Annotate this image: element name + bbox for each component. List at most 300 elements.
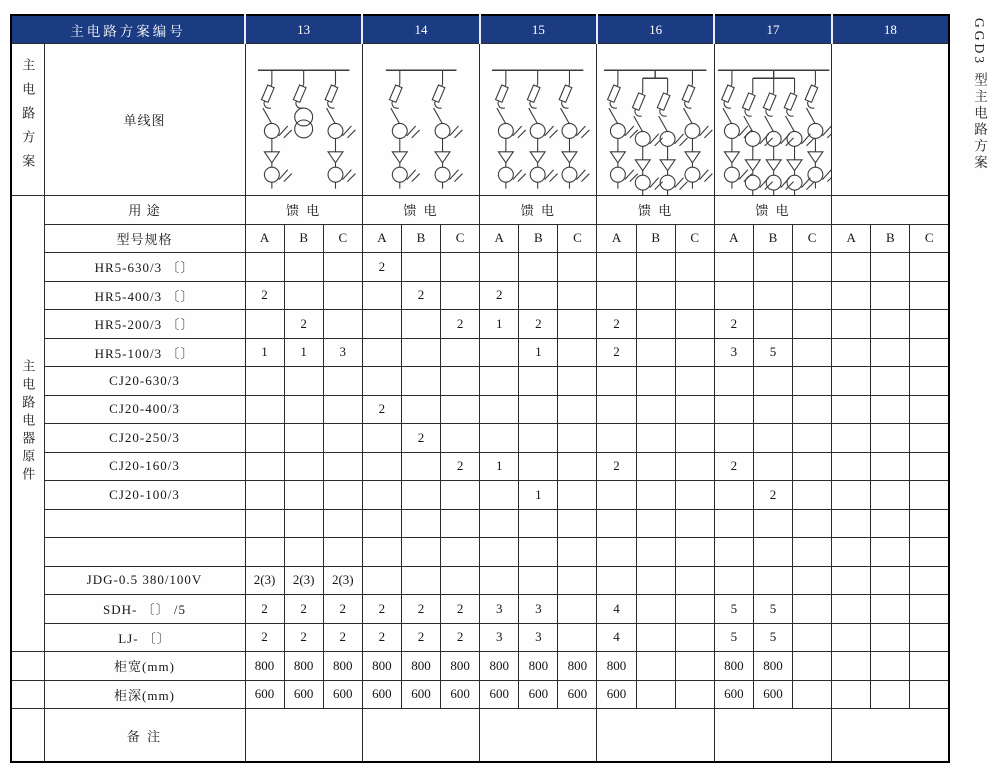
cabinet-width-row-value: 800 xyxy=(597,652,636,681)
usage-row xyxy=(11,196,949,225)
side-caption: GGD3 型主电路方案 xyxy=(972,18,987,172)
spec-col-header: A xyxy=(714,224,753,253)
component-value xyxy=(910,481,949,510)
component-value xyxy=(675,538,714,567)
component-value xyxy=(636,395,675,424)
component-value xyxy=(832,481,871,510)
component-value xyxy=(480,509,519,538)
component-value xyxy=(441,424,480,453)
component-value xyxy=(675,623,714,652)
scheme-number-13: 13 xyxy=(245,15,362,44)
sidebar-top-label: 主电路方案 xyxy=(20,57,36,178)
component-label: CJ20-250/3 xyxy=(44,424,245,453)
component-value xyxy=(871,338,910,367)
component-value xyxy=(323,424,362,453)
circuit-diagram-17 xyxy=(715,45,831,195)
component-value xyxy=(519,281,558,310)
component-value xyxy=(362,281,401,310)
component-value xyxy=(910,338,949,367)
component-value: 2 xyxy=(441,452,480,481)
component-value xyxy=(441,481,480,510)
component-value: 2 xyxy=(441,595,480,624)
component-value xyxy=(832,338,871,367)
component-value xyxy=(910,281,949,310)
component-value xyxy=(832,253,871,282)
component-value xyxy=(832,509,871,538)
cabinet-width-row-value: 800 xyxy=(362,652,401,681)
component-value xyxy=(675,395,714,424)
component-label: CJ20-160/3 xyxy=(44,452,245,481)
component-row xyxy=(11,538,949,567)
component-value xyxy=(675,509,714,538)
component-value xyxy=(558,481,597,510)
component-value xyxy=(558,623,597,652)
component-label: JDG-0.5 380/100V xyxy=(44,566,245,595)
remark-value-18 xyxy=(832,709,949,763)
component-value xyxy=(753,452,792,481)
cabinet-width-row-value xyxy=(832,652,871,681)
component-value xyxy=(284,509,323,538)
component-value: 1 xyxy=(284,338,323,367)
component-value xyxy=(245,395,284,424)
cabinet-depth-row-value xyxy=(793,680,832,709)
component-value xyxy=(284,452,323,481)
component-value xyxy=(362,481,401,510)
header-title: 主电路方案编号 xyxy=(11,15,245,44)
component-value xyxy=(362,452,401,481)
cabinet-depth-row-value xyxy=(871,680,910,709)
component-value xyxy=(793,395,832,424)
component-value xyxy=(597,566,636,595)
component-value xyxy=(401,338,440,367)
component-value: 2 xyxy=(284,310,323,339)
cabinet-depth-row-value: 600 xyxy=(597,680,636,709)
component-value xyxy=(793,310,832,339)
component-value xyxy=(832,538,871,567)
component-value xyxy=(480,367,519,396)
component-value: 5 xyxy=(753,623,792,652)
component-value: 1 xyxy=(245,338,284,367)
component-value xyxy=(401,566,440,595)
component-value xyxy=(714,509,753,538)
component-value xyxy=(793,481,832,510)
cabinet-width-row-value: 800 xyxy=(558,652,597,681)
component-value xyxy=(910,253,949,282)
component-value: 2 xyxy=(362,253,401,282)
sidebar-mid-label: 主电路电器原件 xyxy=(20,358,36,485)
component-value xyxy=(832,566,871,595)
scheme-number-16: 16 xyxy=(597,15,714,44)
component-value xyxy=(323,253,362,282)
component-value: 3 xyxy=(480,623,519,652)
component-value xyxy=(362,310,401,339)
cabinet-depth-row-value: 600 xyxy=(558,680,597,709)
component-label: CJ20-630/3 xyxy=(44,367,245,396)
component-value xyxy=(832,310,871,339)
component-value xyxy=(323,310,362,339)
component-value xyxy=(597,395,636,424)
cabinet-width-row-value: 800 xyxy=(480,652,519,681)
component-value: 2 xyxy=(323,623,362,652)
component-value: 3 xyxy=(323,338,362,367)
component-value xyxy=(323,509,362,538)
component-value: 5 xyxy=(753,595,792,624)
usage-row-label: 用 途 xyxy=(44,196,245,225)
cabinet-depth-row-value: 600 xyxy=(245,680,284,709)
component-value: 2 xyxy=(441,310,480,339)
table-body xyxy=(11,44,949,763)
component-value xyxy=(753,310,792,339)
component-value xyxy=(675,338,714,367)
spec-col-header: B xyxy=(636,224,675,253)
component-value: 2 xyxy=(753,481,792,510)
remark-row xyxy=(11,709,949,763)
component-value xyxy=(480,424,519,453)
component-value xyxy=(871,424,910,453)
spec-col-header: A xyxy=(245,224,284,253)
component-value xyxy=(480,338,519,367)
component-value xyxy=(558,281,597,310)
cabinet-width-row-value xyxy=(910,652,949,681)
component-value xyxy=(401,509,440,538)
component-value: 3 xyxy=(480,595,519,624)
component-value xyxy=(636,281,675,310)
spec-col-header: C xyxy=(441,224,480,253)
component-value xyxy=(245,310,284,339)
component-value xyxy=(519,538,558,567)
component-value: 2 xyxy=(284,623,323,652)
component-row xyxy=(11,395,949,424)
sidebar-empty-cell xyxy=(11,709,44,763)
component-value xyxy=(245,481,284,510)
cabinet-width-row-value: 800 xyxy=(441,652,480,681)
component-value: 2 xyxy=(519,310,558,339)
sidebar-empty-cell xyxy=(11,680,44,709)
cabinet-width-row-value: 800 xyxy=(519,652,558,681)
component-value xyxy=(284,538,323,567)
single-line-diagram-16 xyxy=(597,44,714,196)
remark-value-16 xyxy=(597,709,714,763)
spec-col-header: A xyxy=(597,224,636,253)
component-value xyxy=(832,367,871,396)
component-value: 2 xyxy=(362,623,401,652)
cabinet-depth-row-value: 600 xyxy=(753,680,792,709)
component-value xyxy=(675,566,714,595)
sidebar-empty-cell xyxy=(11,652,44,681)
component-value xyxy=(519,566,558,595)
circuit-diagram-16 xyxy=(597,45,713,195)
cabinet-width-row xyxy=(11,652,949,681)
component-value xyxy=(519,395,558,424)
component-value: 3 xyxy=(519,595,558,624)
component-value xyxy=(636,452,675,481)
component-value: 2 xyxy=(323,595,362,624)
cabinet-depth-row-value: 600 xyxy=(284,680,323,709)
cabinet-width-row-value xyxy=(675,652,714,681)
component-value xyxy=(793,253,832,282)
component-value xyxy=(753,395,792,424)
component-value xyxy=(362,338,401,367)
usage-value-16: 馈 电 xyxy=(597,196,714,225)
component-value xyxy=(871,452,910,481)
component-value xyxy=(245,509,284,538)
component-value xyxy=(441,566,480,595)
component-value: 2 xyxy=(401,424,440,453)
component-value xyxy=(714,481,753,510)
spec-col-header: A xyxy=(362,224,401,253)
component-value: 1 xyxy=(519,338,558,367)
component-value: 2 xyxy=(362,395,401,424)
cabinet-depth-row xyxy=(11,680,949,709)
component-value xyxy=(284,395,323,424)
component-value xyxy=(832,424,871,453)
component-value xyxy=(519,253,558,282)
component-value: 2 xyxy=(597,452,636,481)
remark-value-13 xyxy=(245,709,362,763)
cabinet-depth-row-value: 600 xyxy=(480,680,519,709)
component-value: 2 xyxy=(401,595,440,624)
cabinet-width-row-value xyxy=(636,652,675,681)
component-label xyxy=(44,538,245,567)
component-row xyxy=(11,281,949,310)
component-value xyxy=(793,338,832,367)
component-value xyxy=(558,452,597,481)
component-value xyxy=(636,623,675,652)
component-value xyxy=(284,481,323,510)
component-label xyxy=(44,509,245,538)
component-value xyxy=(362,424,401,453)
component-value xyxy=(401,367,440,396)
spec-col-header: C xyxy=(675,224,714,253)
component-value xyxy=(871,367,910,396)
component-value xyxy=(401,481,440,510)
component-value xyxy=(323,367,362,396)
component-value xyxy=(441,538,480,567)
single-line-diagram-17 xyxy=(714,44,831,196)
component-value xyxy=(636,424,675,453)
component-value xyxy=(558,509,597,538)
component-value xyxy=(519,367,558,396)
cabinet-depth-row-value: 600 xyxy=(323,680,362,709)
component-row xyxy=(11,566,949,595)
component-value xyxy=(245,253,284,282)
component-row xyxy=(11,481,949,510)
cabinet-depth-row-value xyxy=(675,680,714,709)
component-value xyxy=(519,452,558,481)
component-value: 2 xyxy=(480,281,519,310)
component-value xyxy=(441,509,480,538)
component-value xyxy=(636,538,675,567)
spec-row-label: 型号规格 xyxy=(44,224,245,253)
component-value xyxy=(597,367,636,396)
component-value xyxy=(910,395,949,424)
spec-col-header: C xyxy=(323,224,362,253)
spec-table xyxy=(10,14,950,763)
component-value: 1 xyxy=(480,452,519,481)
usage-value-14: 馈 电 xyxy=(362,196,479,225)
usage-value-15: 馈 电 xyxy=(480,196,597,225)
component-value xyxy=(597,481,636,510)
component-value xyxy=(401,538,440,567)
component-row xyxy=(11,367,949,396)
cabinet-width-row-value: 800 xyxy=(245,652,284,681)
component-value xyxy=(793,509,832,538)
cabinet-width-row-value xyxy=(793,652,832,681)
sidebar-main-circuit-scheme xyxy=(11,44,44,196)
component-value xyxy=(793,452,832,481)
component-value xyxy=(910,367,949,396)
diagram-row-label: 单线图 xyxy=(44,44,245,196)
component-value: 5 xyxy=(714,595,753,624)
component-value xyxy=(871,566,910,595)
circuit-diagram-15 xyxy=(480,45,596,195)
cabinet-depth-row-value: 600 xyxy=(401,680,440,709)
component-value xyxy=(675,253,714,282)
component-value xyxy=(753,509,792,538)
component-row xyxy=(11,509,949,538)
component-value xyxy=(832,395,871,424)
component-value: 2 xyxy=(597,338,636,367)
component-value xyxy=(558,538,597,567)
component-value xyxy=(441,253,480,282)
component-value: 3 xyxy=(714,338,753,367)
component-label: LJ- 〔〕 xyxy=(44,623,245,652)
component-value xyxy=(753,424,792,453)
component-value: 1 xyxy=(480,310,519,339)
component-value xyxy=(245,367,284,396)
component-value xyxy=(284,253,323,282)
component-value xyxy=(558,424,597,453)
component-value xyxy=(793,595,832,624)
component-label: HR5-200/3 〔〕 xyxy=(44,310,245,339)
header-row xyxy=(11,15,949,44)
component-value xyxy=(832,623,871,652)
spec-col-header: B xyxy=(871,224,910,253)
component-value xyxy=(753,566,792,595)
cabinet-depth-row-value xyxy=(910,680,949,709)
component-value xyxy=(245,452,284,481)
cabinet-depth-row-value: 600 xyxy=(362,680,401,709)
component-value xyxy=(636,310,675,339)
component-value xyxy=(480,566,519,595)
component-value xyxy=(910,538,949,567)
component-value xyxy=(401,253,440,282)
component-value xyxy=(362,566,401,595)
component-value xyxy=(558,595,597,624)
component-value xyxy=(441,338,480,367)
component-value xyxy=(910,452,949,481)
component-value xyxy=(793,281,832,310)
table-header xyxy=(11,15,949,44)
component-value xyxy=(597,509,636,538)
component-value xyxy=(910,509,949,538)
component-row xyxy=(11,424,949,453)
component-value xyxy=(675,424,714,453)
component-value xyxy=(714,281,753,310)
component-value xyxy=(323,538,362,567)
single-line-diagram-14 xyxy=(362,44,479,196)
component-value xyxy=(910,566,949,595)
cabinet-width-row-value: 800 xyxy=(753,652,792,681)
component-value xyxy=(793,367,832,396)
component-value xyxy=(871,281,910,310)
component-value xyxy=(597,281,636,310)
component-value xyxy=(323,452,362,481)
cabinet-depth-row-value: 600 xyxy=(519,680,558,709)
spec-col-header: B xyxy=(519,224,558,253)
remark-value-17 xyxy=(714,709,831,763)
component-value xyxy=(714,253,753,282)
component-value xyxy=(675,481,714,510)
component-value xyxy=(441,281,480,310)
component-value xyxy=(753,281,792,310)
cabinet-depth-row-value xyxy=(832,680,871,709)
component-value xyxy=(871,538,910,567)
component-value xyxy=(793,538,832,567)
spec-col-header: C xyxy=(793,224,832,253)
component-value: 2 xyxy=(401,281,440,310)
component-value xyxy=(362,509,401,538)
component-value xyxy=(323,395,362,424)
component-value xyxy=(871,310,910,339)
cabinet-width-row-label: 柜宽(mm) xyxy=(44,652,245,681)
component-value xyxy=(558,338,597,367)
usage-value-13: 馈 电 xyxy=(245,196,362,225)
remark-row-label: 备 注 xyxy=(44,709,245,763)
single-line-diagram-15 xyxy=(480,44,597,196)
component-value xyxy=(832,595,871,624)
component-label: SDH- 〔〕 /5 xyxy=(44,595,245,624)
usage-value-18 xyxy=(832,196,949,225)
component-value: 2 xyxy=(441,623,480,652)
component-value xyxy=(753,253,792,282)
cabinet-width-row-value: 800 xyxy=(323,652,362,681)
component-value: 2 xyxy=(597,310,636,339)
component-value xyxy=(714,367,753,396)
cabinet-depth-row-value xyxy=(636,680,675,709)
component-row xyxy=(11,338,949,367)
component-value xyxy=(636,566,675,595)
component-value xyxy=(675,595,714,624)
component-value xyxy=(323,281,362,310)
component-value: 5 xyxy=(714,623,753,652)
component-value xyxy=(519,509,558,538)
spec-col-header: B xyxy=(753,224,792,253)
component-value: 2(3) xyxy=(323,566,362,595)
component-value xyxy=(636,338,675,367)
component-value xyxy=(401,395,440,424)
cabinet-depth-row-label: 柜深(mm) xyxy=(44,680,245,709)
component-value xyxy=(245,424,284,453)
component-value xyxy=(636,481,675,510)
component-value xyxy=(401,310,440,339)
spec-col-header: C xyxy=(558,224,597,253)
component-label: HR5-400/3 〔〕 xyxy=(44,281,245,310)
component-value: 2(3) xyxy=(245,566,284,595)
component-value xyxy=(597,253,636,282)
component-value: 2(3) xyxy=(284,566,323,595)
component-value: 2 xyxy=(245,623,284,652)
component-value xyxy=(753,538,792,567)
component-value xyxy=(675,281,714,310)
circuit-diagram-13 xyxy=(246,45,362,195)
component-label: HR5-100/3 〔〕 xyxy=(44,338,245,367)
component-value xyxy=(793,424,832,453)
component-value xyxy=(284,281,323,310)
component-value xyxy=(636,367,675,396)
component-value xyxy=(558,253,597,282)
component-value xyxy=(793,623,832,652)
